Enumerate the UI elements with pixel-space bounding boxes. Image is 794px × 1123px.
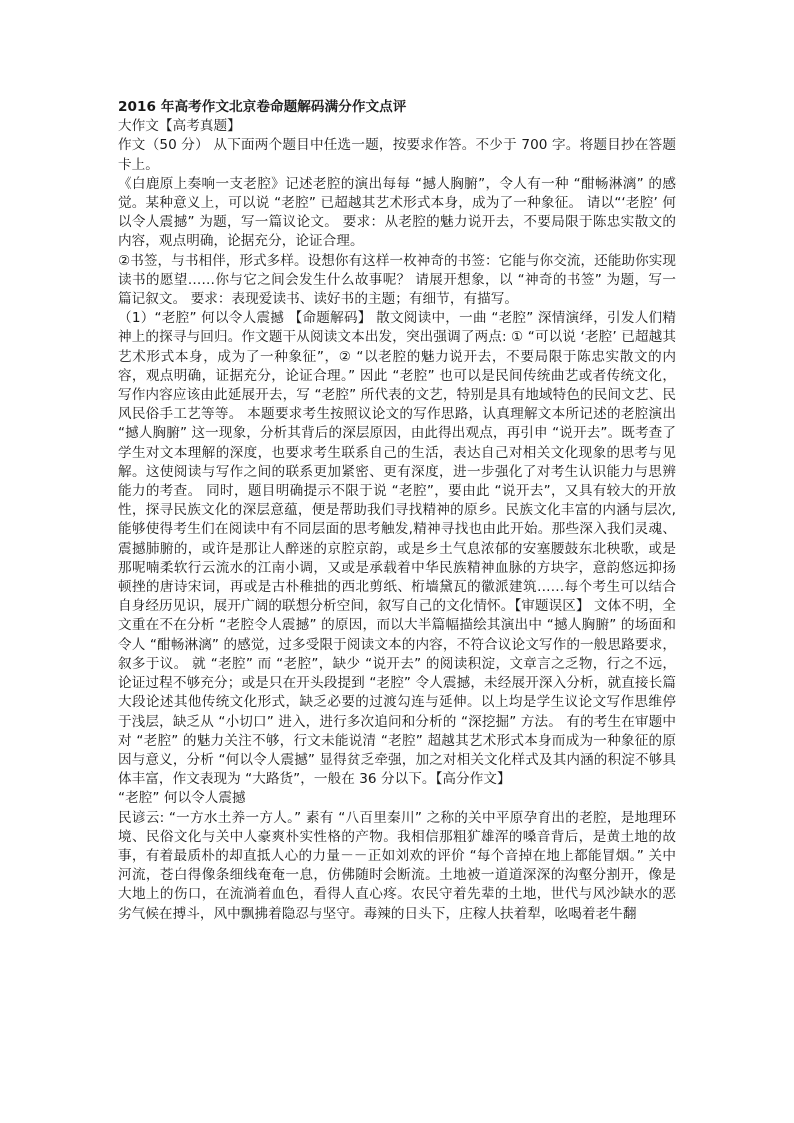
essay-title: “老腔” 何以令人震撼	[118, 790, 246, 807]
paragraph-topic-two: ②书签，与书相伴，形式多样。设想你有这样一枚神奇的书签：它能与你交流，还能助你实现读书的愿望……你与它之间会发生什么故事呢？ 请展开想象，以 “神奇的书签” 为题，写一篇记叙文。 要求：表现爱读书、读好书的主题；有细节，有描写。	[118, 252, 676, 308]
paragraph-essay-body: 民谚云: “一方水土养一方人。” 素有 “八百里秦川” 之称的关中平原孕育出的老腔，是地理环境、民俗文化与关中人豪爽朴实性格的产物。我相信那粗犷雄浑的嗓音背后，是黄土地的故事，有着最质朴的却直抵人心的力量－－正如刘欢的评价 “每个音掉在地上都能冒烟。” 关中河流，苍白得像条细线奄奄一息，仿佛随时会断流。土地被一道道深深的沟壑分割开，像是大地上的伤口，在流淌着血色，看得人直心疼。农民守着先辈的土地，世代与风沙缺水的恶劣气候在搏斗，风中飘拂着隐忍与坚守。毒辣的日头下，庄稼人扶着犁，吆喝着老牛翻	[118, 809, 676, 922]
paragraph-analysis: （1）“老腔” 何以令人震撼 【命题解码】 散文阅读中，一曲 “老腔” 深情演绎，引发人们精神上的探寻与回归。作文题干从阅读文本出发，突出强调了两点: ① “可以说 ‘老腔’ 已超越其艺术形式本身，成为了一种象征”，② “以老腔的魅力说开去，不要局限于陈忠实散文的内容，观点明确，证据充分，论证合理。” 因此 “老腔” 也可以是民间传统曲艺或者传统文化，写作内容应该由此延展开去，写 “老腔” 所代表的文艺，特别是具有地域特色的民间文艺、民风民俗手工艺等等。 本题要求考生按照议论文的写作思路，认真理解文本所记述的老腔演出 “撼人胸腑” 这一现象，分析其背后的深层原因，由此得出观点，再引申 “说开去”。既考查了学生对文本理解的深度，也要求考生联系自己的生活，表达自己对相关文化现象的思考与见解。这使阅读与写作之间的联系更加紧密、更有深度，进一步强化了对考生认识能力与思辨能力的考查。 同时，题目明确提示不限于说 “老腔”，要由此 “说开去”，又具有较大的开放性，探寻民族文化的深层意蕴，便是帮助我们寻找精神的原乡。民族文化丰富的内涵与层次,能够使得考生们在阅读中有不同层面的思考触发,精神寻找也由此开始。那些深入我们灵魂、震撼肺腑的，或许是那让人醉迷的京腔京韵，或是乡土气息浓郁的安塞腰鼓东北秧歌，或是那呢喃柔软行云流水的江南小调，又或是承载着中华民族精神血脉的方块字，意韵悠远抑扬顿挫的唐诗宋词，再或是古朴稚拙的西北剪纸、桁墙黛瓦的徽派建筑……每个考生可以结合自身经历见识，展开广阔的联想分析空间，叙写自己的文化情怀。【审题误区】 文体不明，全文重在不在分析 “老腔令人震撼” 的原因，而以大半篇幅描绘其演出中 “撼人胸腑” 的场面和令人 “酣畅淋漓” 的感觉，过多受限于阅读文本的内容，不符合议论文写作的一般思路要求，叙多于议。 就 “老腔” 而 “老腔”，缺少 “说开去” 的阅读积淀，文章言之乏物，行之不远，论证过程不够充分；或是只在开头段提到 “老腔” 令人震撼，未经展开深入分析，就直接长篇大段论述其他传统文化形式，缺乏必要的过渡勾连与延伸。以上均是学生议论文写作思维停于浅层，缺乏从 “小切口” 进入，进行多次追问和分析的 “深挖掘” 方法。 有的考生在审题中对 “老腔” 的魅力关注不够，行文未能说清 “老腔” 超越其艺术形式本身而成为一种象征的原因与意义，分析 “何以令人震撼” 显得贫乏牵强，加之对相关文化样式及其内涵的积淀不够具体丰富，作文表现为 “大路货”，一般在 36 分以下。【高分作文】	[118, 310, 676, 788]
document-page	[118, 98, 676, 924]
section-heading-exam: 大作文【高考真题】	[118, 118, 241, 135]
paragraph-topic-one: 《白鹿原上奏响一支老腔》记述老腔的演出每每 “撼人胸腑”，令人有一种 “酣畅淋漓” 的感觉。某种意义上，可以说 “老腔” 已超越其艺术形式本身，成为了一种象征。 请以“‘老腔’ 何以令人震撼” 为题，写一篇议论文。 要求：从老腔的魅力说开去，不要局限于陈忠实散文的内容，观点明确，论据充分，论证合理。	[118, 175, 676, 250]
document-title: 2016 年高考作文北京卷命题解码满分作文点评	[118, 99, 407, 115]
paragraph-instructions: 作文（50 分） 从下面两个题目中任选一题，按要求作答。不少于 700 字。将题目抄在答题卡上。	[118, 137, 676, 173]
